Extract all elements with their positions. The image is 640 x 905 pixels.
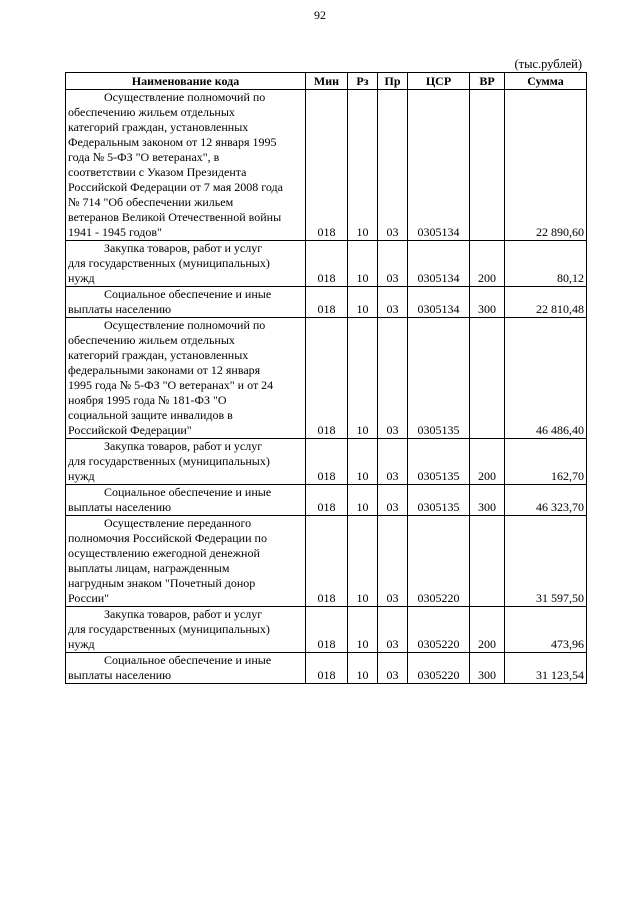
code-name-line: Социальное обеспечение и иные bbox=[104, 653, 272, 667]
header-vr: ВР bbox=[470, 73, 505, 90]
code-name-line: нужд bbox=[68, 271, 95, 285]
min-cell: 018 bbox=[306, 439, 348, 485]
table-row bbox=[66, 318, 587, 439]
table-row bbox=[66, 653, 587, 684]
min-cell: 018 bbox=[306, 318, 348, 439]
code-name-line: Федеральным законом от 12 января 1995 bbox=[68, 135, 277, 149]
code-name-line: нагрудным знаком "Почетный донор bbox=[68, 576, 256, 590]
csr-cell: 0305135 bbox=[408, 485, 470, 516]
code-name-line: обеспечению жильем отдельных bbox=[68, 333, 235, 347]
sum-cell: 22 810,48 bbox=[505, 287, 587, 318]
csr-cell: 0305135 bbox=[408, 439, 470, 485]
code-name-line: выплаты населению bbox=[68, 500, 172, 514]
budget-table bbox=[65, 72, 587, 684]
code-name-line: Осуществление переданного bbox=[104, 516, 252, 530]
table-header bbox=[66, 73, 587, 90]
vr-cell bbox=[470, 90, 505, 241]
code-name-line: ноября 1995 года № 181-ФЗ "О bbox=[68, 393, 227, 407]
code-name-line: осуществлению ежегодной денежной bbox=[68, 546, 260, 560]
code-name-line: 1941 - 1945 годов" bbox=[68, 225, 162, 239]
vr-cell: 300 bbox=[470, 287, 505, 318]
units-label: (тыс.рублей) bbox=[514, 57, 582, 71]
header-rz: Рз bbox=[348, 73, 378, 90]
sum-cell: 162,70 bbox=[505, 439, 587, 485]
code-name-line: Закупка товаров, работ и услуг bbox=[104, 439, 263, 453]
code-name-line: категорий граждан, установленных bbox=[68, 348, 249, 362]
code-name-cell bbox=[66, 653, 306, 684]
code-name-line: нужд bbox=[68, 469, 95, 483]
vr-cell: 200 bbox=[470, 241, 505, 287]
min-cell: 018 bbox=[306, 653, 348, 684]
header-pr: Пр bbox=[378, 73, 408, 90]
sum-cell: 31 123,54 bbox=[505, 653, 587, 684]
csr-cell: 0305220 bbox=[408, 653, 470, 684]
code-name-line: выплаты лицам, награжденным bbox=[68, 561, 230, 575]
code-name-line: полномочия Российской Федерации по bbox=[68, 531, 267, 545]
pr-cell: 03 bbox=[378, 516, 408, 607]
code-name-cell bbox=[66, 439, 306, 485]
rz-cell: 10 bbox=[348, 653, 378, 684]
code-name-cell bbox=[66, 607, 306, 653]
sum-cell: 46 323,70 bbox=[505, 485, 587, 516]
csr-cell: 0305220 bbox=[408, 607, 470, 653]
code-name-cell bbox=[66, 90, 306, 241]
pr-cell: 03 bbox=[378, 241, 408, 287]
min-cell: 018 bbox=[306, 607, 348, 653]
sum-cell: 31 597,50 bbox=[505, 516, 587, 607]
code-name-cell bbox=[66, 516, 306, 607]
code-name-line: Российской Федерации" bbox=[68, 423, 192, 437]
code-name-line: федеральными законами от 12 января bbox=[68, 363, 261, 377]
code-name-line: Социальное обеспечение и иные bbox=[104, 287, 272, 301]
rz-cell: 10 bbox=[348, 516, 378, 607]
code-name-line: выплаты населению bbox=[68, 668, 172, 682]
header-sum: Сумма bbox=[505, 73, 587, 90]
pr-cell: 03 bbox=[378, 90, 408, 241]
code-name-line: Российской Федерации от 7 мая 2008 года bbox=[68, 180, 283, 194]
pr-cell: 03 bbox=[378, 439, 408, 485]
code-name-line: категорий граждан, установленных bbox=[68, 120, 249, 134]
vr-cell bbox=[470, 516, 505, 607]
sum-cell: 80,12 bbox=[505, 241, 587, 287]
pr-cell: 03 bbox=[378, 318, 408, 439]
code-name-line: социальной защите инвалидов в bbox=[68, 408, 233, 422]
code-name-line: ветеранов Великой Отечественной войны bbox=[68, 210, 282, 224]
csr-cell: 0305134 bbox=[408, 287, 470, 318]
min-cell: 018 bbox=[306, 241, 348, 287]
code-name-line: обеспечению жильем отдельных bbox=[68, 105, 235, 119]
vr-cell: 300 bbox=[470, 653, 505, 684]
table-row bbox=[66, 241, 587, 287]
rz-cell: 10 bbox=[348, 318, 378, 439]
vr-cell: 200 bbox=[470, 607, 505, 653]
code-name-line: нужд bbox=[68, 637, 95, 651]
table-row bbox=[66, 516, 587, 607]
table-row bbox=[66, 607, 587, 653]
code-name-cell bbox=[66, 485, 306, 516]
code-name-cell bbox=[66, 287, 306, 318]
min-cell: 018 bbox=[306, 485, 348, 516]
page-number: 92 bbox=[314, 8, 326, 22]
code-name-line: России" bbox=[68, 591, 110, 605]
code-name-cell bbox=[66, 241, 306, 287]
header-min: Мин bbox=[306, 73, 348, 90]
table-row bbox=[66, 439, 587, 485]
code-name-line: Осуществление полномочий по bbox=[104, 90, 266, 104]
csr-cell: 0305135 bbox=[408, 318, 470, 439]
table-row bbox=[66, 485, 587, 516]
rz-cell: 10 bbox=[348, 607, 378, 653]
code-name-line: выплаты населению bbox=[68, 302, 172, 316]
pr-cell: 03 bbox=[378, 653, 408, 684]
code-name-line: Социальное обеспечение и иные bbox=[104, 485, 272, 499]
header-name: Наименование кода bbox=[66, 73, 306, 90]
code-name-line: 1995 года № 5-ФЗ "О ветеранах" и от 24 bbox=[68, 378, 274, 392]
csr-cell: 0305134 bbox=[408, 90, 470, 241]
sum-cell: 473,96 bbox=[505, 607, 587, 653]
table-row bbox=[66, 90, 587, 241]
sum-cell: 22 890,60 bbox=[505, 90, 587, 241]
vr-cell bbox=[470, 318, 505, 439]
pr-cell: 03 bbox=[378, 287, 408, 318]
rz-cell: 10 bbox=[348, 287, 378, 318]
csr-cell: 0305220 bbox=[408, 516, 470, 607]
code-name-line: для государственных (муниципальных) bbox=[68, 256, 270, 270]
code-name-line: Закупка товаров, работ и услуг bbox=[104, 607, 263, 621]
rz-cell: 10 bbox=[348, 439, 378, 485]
pr-cell: 03 bbox=[378, 607, 408, 653]
sum-cell: 46 486,40 bbox=[505, 318, 587, 439]
rz-cell: 10 bbox=[348, 485, 378, 516]
code-name-line: года № 5-ФЗ "О ветеранах", в bbox=[68, 150, 220, 164]
code-name-line: Осуществление полномочий по bbox=[104, 318, 266, 332]
header-csr: ЦСР bbox=[408, 73, 470, 90]
code-name-line: соответствии с Указом Президента bbox=[68, 165, 247, 179]
rz-cell: 10 bbox=[348, 90, 378, 241]
code-name-cell bbox=[66, 318, 306, 439]
code-name-line: для государственных (муниципальных) bbox=[68, 454, 270, 468]
vr-cell: 300 bbox=[470, 485, 505, 516]
code-name-line: Закупка товаров, работ и услуг bbox=[104, 241, 263, 255]
csr-cell: 0305134 bbox=[408, 241, 470, 287]
min-cell: 018 bbox=[306, 287, 348, 318]
code-name-line: № 714 "Об обеспечении жильем bbox=[68, 195, 234, 209]
table-row bbox=[66, 287, 587, 318]
vr-cell: 200 bbox=[470, 439, 505, 485]
min-cell: 018 bbox=[306, 516, 348, 607]
rz-cell: 10 bbox=[348, 241, 378, 287]
code-name-line: для государственных (муниципальных) bbox=[68, 622, 270, 636]
min-cell: 018 bbox=[306, 90, 348, 241]
pr-cell: 03 bbox=[378, 485, 408, 516]
table-body bbox=[66, 90, 587, 684]
